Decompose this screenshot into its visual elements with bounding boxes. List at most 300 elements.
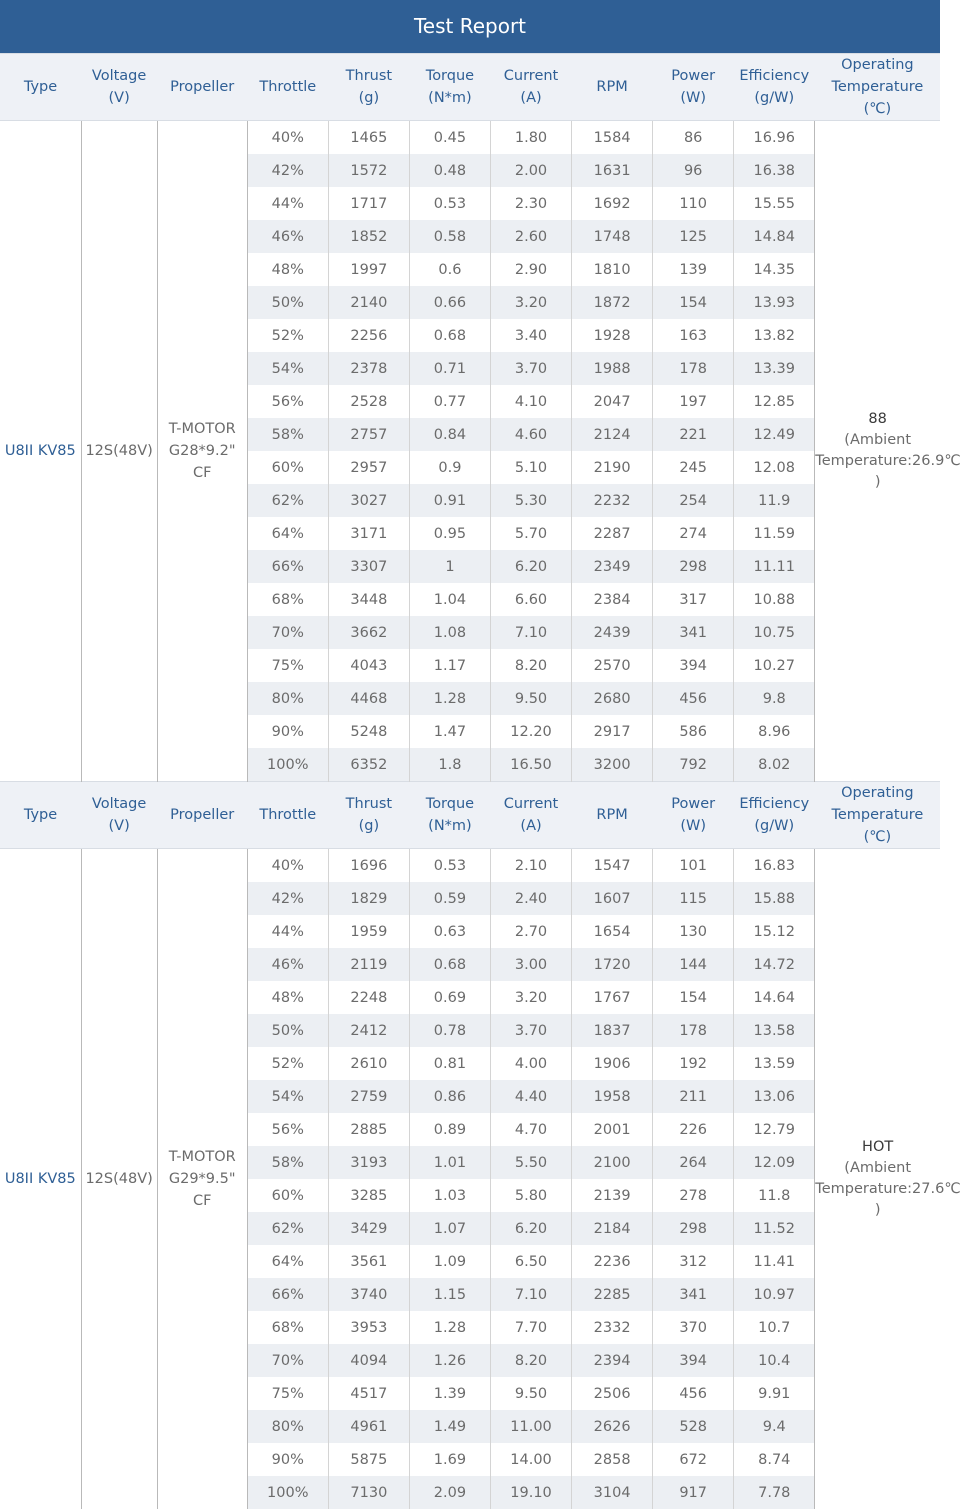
cell-power: 341: [653, 616, 734, 649]
cell-power: 110: [653, 187, 734, 220]
header-voltage-line: Voltage: [81, 65, 157, 87]
cell-rpm: 2858: [572, 1443, 653, 1476]
cell-rpm: 1748: [572, 220, 653, 253]
cell-current: 2.00: [490, 154, 571, 187]
cell-thrust: 2412: [328, 1014, 409, 1047]
cell-torque: 1.08: [409, 616, 490, 649]
header-thrust: [328, 54, 409, 121]
cell-rpm: 2047: [572, 385, 653, 418]
cell-power: 298: [653, 550, 734, 583]
cell-efficiency: 10.4: [734, 1344, 815, 1377]
cell-torque: 0.63: [409, 915, 490, 948]
table-header-row: [0, 782, 940, 849]
cell-efficiency: 12.79: [734, 1113, 815, 1146]
cell-thrust: 2528: [328, 385, 409, 418]
header-current: [490, 782, 571, 849]
header-current-line: Current: [490, 65, 571, 87]
header-voltage: [81, 782, 157, 849]
cell-thrust: 4094: [328, 1344, 409, 1377]
cell-thrust: 1997: [328, 253, 409, 286]
cell-power: 96: [653, 154, 734, 187]
voltage-cell: 12S(48V): [81, 121, 157, 782]
cell-power: 101: [653, 849, 734, 883]
header-throttle: [247, 782, 328, 849]
cell-power: 528: [653, 1410, 734, 1443]
cell-efficiency: 12.49: [734, 418, 815, 451]
cell-torque: 1.69: [409, 1443, 490, 1476]
cell-throttle: 58%: [247, 1146, 328, 1179]
cell-throttle: 42%: [247, 882, 328, 915]
header-efficiency-line: (g/W): [734, 87, 815, 109]
cell-power: 254: [653, 484, 734, 517]
header-power-line: (W): [653, 87, 734, 109]
cell-current: 11.00: [490, 1410, 571, 1443]
cell-throttle: 48%: [247, 253, 328, 286]
cell-throttle: 75%: [247, 1377, 328, 1410]
motor-type-cell: U8II KV85: [0, 121, 81, 782]
cell-thrust: 3740: [328, 1278, 409, 1311]
cell-rpm: 2626: [572, 1410, 653, 1443]
cell-throttle: 100%: [247, 1476, 328, 1509]
cell-torque: 0.84: [409, 418, 490, 451]
cell-power: 264: [653, 1146, 734, 1179]
report-title: Test Report: [0, 0, 940, 53]
ambient-temperature-note: (Ambient: [815, 430, 940, 451]
cell-rpm: 1692: [572, 187, 653, 220]
cell-thrust: 3027: [328, 484, 409, 517]
cell-efficiency: 9.91: [734, 1377, 815, 1410]
header-propeller-line: Propeller: [157, 804, 247, 826]
cell-throttle: 60%: [247, 451, 328, 484]
cell-efficiency: 8.96: [734, 715, 815, 748]
cell-rpm: 2349: [572, 550, 653, 583]
cell-efficiency: 12.09: [734, 1146, 815, 1179]
cell-throttle: 100%: [247, 748, 328, 782]
cell-torque: 2.09: [409, 1476, 490, 1509]
cell-torque: 0.58: [409, 220, 490, 253]
ambient-temperature-note: ): [815, 1200, 940, 1221]
header-propeller-line: Propeller: [157, 76, 247, 98]
cell-rpm: 1767: [572, 981, 653, 1014]
cell-torque: 0.53: [409, 849, 490, 883]
cell-efficiency: 16.38: [734, 154, 815, 187]
cell-torque: 0.95: [409, 517, 490, 550]
cell-rpm: 1720: [572, 948, 653, 981]
cell-efficiency: 11.8: [734, 1179, 815, 1212]
cell-throttle: 62%: [247, 1212, 328, 1245]
operating-temperature-cell: [815, 849, 940, 1509]
header-thrust-line: Thrust: [328, 65, 409, 87]
cell-power: 456: [653, 1377, 734, 1410]
cell-rpm: 2100: [572, 1146, 653, 1179]
cell-throttle: 90%: [247, 715, 328, 748]
header-voltage-line: (V): [81, 815, 157, 837]
cell-torque: 0.89: [409, 1113, 490, 1146]
cell-current: 2.30: [490, 187, 571, 220]
cell-thrust: 1852: [328, 220, 409, 253]
cell-torque: 1.17: [409, 649, 490, 682]
header-power: [653, 782, 734, 849]
cell-power: 792: [653, 748, 734, 782]
cell-thrust: 1829: [328, 882, 409, 915]
cell-torque: 0.81: [409, 1047, 490, 1080]
cell-power: 917: [653, 1476, 734, 1509]
cell-torque: 0.59: [409, 882, 490, 915]
cell-current: 19.10: [490, 1476, 571, 1509]
cell-power: 178: [653, 1014, 734, 1047]
cell-thrust: 2378: [328, 352, 409, 385]
cell-rpm: 1872: [572, 286, 653, 319]
cell-thrust: 3448: [328, 583, 409, 616]
cell-throttle: 50%: [247, 1014, 328, 1047]
cell-rpm: 2236: [572, 1245, 653, 1278]
cell-throttle: 66%: [247, 1278, 328, 1311]
cell-rpm: 1654: [572, 915, 653, 948]
cell-rpm: 1584: [572, 121, 653, 155]
cell-efficiency: 15.12: [734, 915, 815, 948]
cell-thrust: 2757: [328, 418, 409, 451]
cell-thrust: 3307: [328, 550, 409, 583]
cell-efficiency: 9.4: [734, 1410, 815, 1443]
cell-rpm: 1607: [572, 882, 653, 915]
cell-power: 115: [653, 882, 734, 915]
propeller-line: G29*9.5" CF: [158, 1168, 247, 1212]
cell-efficiency: 14.84: [734, 220, 815, 253]
cell-rpm: 2139: [572, 1179, 653, 1212]
cell-thrust: 1465: [328, 121, 409, 155]
cell-current: 5.30: [490, 484, 571, 517]
cell-thrust: 2119: [328, 948, 409, 981]
cell-torque: 0.48: [409, 154, 490, 187]
cell-current: 16.50: [490, 748, 571, 782]
cell-power: 672: [653, 1443, 734, 1476]
cell-current: 6.50: [490, 1245, 571, 1278]
cell-thrust: 2256: [328, 319, 409, 352]
cell-efficiency: 13.06: [734, 1080, 815, 1113]
cell-efficiency: 8.02: [734, 748, 815, 782]
cell-current: 6.20: [490, 550, 571, 583]
cell-thrust: 2885: [328, 1113, 409, 1146]
header-power-line: (W): [653, 815, 734, 837]
temperature-value: 88: [815, 409, 940, 430]
cell-efficiency: 12.08: [734, 451, 815, 484]
cell-throttle: 40%: [247, 849, 328, 883]
header-voltage-line: (V): [81, 87, 157, 109]
cell-thrust: 5875: [328, 1443, 409, 1476]
header-operating-temperature: [815, 54, 940, 121]
cell-power: 456: [653, 682, 734, 715]
cell-current: 5.10: [490, 451, 571, 484]
cell-throttle: 60%: [247, 1179, 328, 1212]
cell-efficiency: 10.27: [734, 649, 815, 682]
cell-torque: 0.69: [409, 981, 490, 1014]
cell-current: 2.90: [490, 253, 571, 286]
header-efficiency: [734, 54, 815, 121]
header-throttle-line: Throttle: [247, 76, 328, 98]
header-current-line: (A): [490, 815, 571, 837]
cell-efficiency: 13.58: [734, 1014, 815, 1047]
propeller-cell: [157, 849, 247, 1509]
header-thrust-line: (g): [328, 87, 409, 109]
header-rpm: [572, 782, 653, 849]
header-type: [0, 782, 81, 849]
cell-efficiency: 15.88: [734, 882, 815, 915]
cell-power: 370: [653, 1311, 734, 1344]
cell-torque: 1.15: [409, 1278, 490, 1311]
cell-torque: 1.03: [409, 1179, 490, 1212]
cell-power: 139: [653, 253, 734, 286]
header-power-line: Power: [653, 793, 734, 815]
cell-efficiency: 14.64: [734, 981, 815, 1014]
cell-throttle: 50%: [247, 286, 328, 319]
cell-torque: 0.68: [409, 948, 490, 981]
cell-efficiency: 11.11: [734, 550, 815, 583]
cell-current: 3.20: [490, 286, 571, 319]
cell-torque: 0.68: [409, 319, 490, 352]
cell-power: 586: [653, 715, 734, 748]
cell-torque: 0.53: [409, 187, 490, 220]
cell-thrust: 2140: [328, 286, 409, 319]
cell-torque: 1.28: [409, 682, 490, 715]
header-efficiency-line: Efficiency: [734, 65, 815, 87]
cell-efficiency: 10.97: [734, 1278, 815, 1311]
cell-thrust: 3662: [328, 616, 409, 649]
cell-efficiency: 9.8: [734, 682, 815, 715]
cell-current: 3.70: [490, 1014, 571, 1047]
test-report-table: [0, 53, 940, 1509]
header-rpm: [572, 54, 653, 121]
cell-throttle: 66%: [247, 550, 328, 583]
cell-current: 2.70: [490, 915, 571, 948]
header-operating-temperature-line: Operating: [815, 782, 940, 804]
cell-efficiency: 16.83: [734, 849, 815, 883]
cell-torque: 1.8: [409, 748, 490, 782]
cell-thrust: 1696: [328, 849, 409, 883]
cell-current: 3.20: [490, 981, 571, 1014]
cell-rpm: 2287: [572, 517, 653, 550]
ambient-temperature-note: Temperature:27.6℃: [815, 1179, 940, 1200]
cell-current: 2.60: [490, 220, 571, 253]
cell-throttle: 54%: [247, 1080, 328, 1113]
cell-current: 3.70: [490, 352, 571, 385]
cell-throttle: 80%: [247, 1410, 328, 1443]
cell-current: 14.00: [490, 1443, 571, 1476]
cell-throttle: 46%: [247, 220, 328, 253]
cell-efficiency: 11.9: [734, 484, 815, 517]
cell-efficiency: 14.35: [734, 253, 815, 286]
cell-current: 5.80: [490, 1179, 571, 1212]
cell-throttle: 64%: [247, 517, 328, 550]
cell-throttle: 80%: [247, 682, 328, 715]
header-torque: [409, 782, 490, 849]
header-operating-temperature: [815, 782, 940, 849]
cell-power: 125: [653, 220, 734, 253]
header-voltage: [81, 54, 157, 121]
cell-power: 192: [653, 1047, 734, 1080]
cell-current: 8.20: [490, 649, 571, 682]
header-operating-temperature-line: (℃): [815, 826, 940, 848]
header-type-line: Type: [0, 804, 81, 826]
cell-power: 341: [653, 1278, 734, 1311]
cell-rpm: 2394: [572, 1344, 653, 1377]
cell-rpm: 2124: [572, 418, 653, 451]
cell-efficiency: 8.74: [734, 1443, 815, 1476]
cell-thrust: 7130: [328, 1476, 409, 1509]
cell-torque: 0.66: [409, 286, 490, 319]
cell-thrust: 1959: [328, 915, 409, 948]
cell-throttle: 64%: [247, 1245, 328, 1278]
cell-torque: 1.49: [409, 1410, 490, 1443]
header-power: [653, 54, 734, 121]
cell-power: 197: [653, 385, 734, 418]
cell-rpm: 3104: [572, 1476, 653, 1509]
cell-power: 394: [653, 1344, 734, 1377]
cell-torque: 0.71: [409, 352, 490, 385]
cell-efficiency: 7.78: [734, 1476, 815, 1509]
header-efficiency: [734, 782, 815, 849]
cell-current: 6.20: [490, 1212, 571, 1245]
header-current-line: Current: [490, 793, 571, 815]
cell-efficiency: 14.72: [734, 948, 815, 981]
header-torque-line: Torque: [409, 793, 490, 815]
cell-thrust: 4961: [328, 1410, 409, 1443]
cell-current: 2.40: [490, 882, 571, 915]
cell-rpm: 1837: [572, 1014, 653, 1047]
cell-torque: 0.86: [409, 1080, 490, 1113]
cell-rpm: 1631: [572, 154, 653, 187]
cell-throttle: 44%: [247, 187, 328, 220]
header-torque-line: (N*m): [409, 87, 490, 109]
cell-current: 4.40: [490, 1080, 571, 1113]
cell-torque: 1.04: [409, 583, 490, 616]
header-rpm-line: RPM: [572, 804, 653, 826]
cell-current: 4.60: [490, 418, 571, 451]
cell-efficiency: 13.39: [734, 352, 815, 385]
table-row: [0, 849, 940, 883]
cell-power: 298: [653, 1212, 734, 1245]
cell-torque: 0.9: [409, 451, 490, 484]
header-efficiency-line: (g/W): [734, 815, 815, 837]
cell-power: 130: [653, 915, 734, 948]
header-rpm-line: RPM: [572, 76, 653, 98]
motor-type-cell: U8II KV85: [0, 849, 81, 1509]
header-throttle-line: Throttle: [247, 804, 328, 826]
cell-throttle: 56%: [247, 385, 328, 418]
header-thrust-line: (g): [328, 815, 409, 837]
cell-torque: 1.07: [409, 1212, 490, 1245]
cell-throttle: 52%: [247, 1047, 328, 1080]
voltage-cell: 12S(48V): [81, 849, 157, 1509]
header-torque-line: Torque: [409, 65, 490, 87]
cell-efficiency: 11.59: [734, 517, 815, 550]
cell-torque: 0.45: [409, 121, 490, 155]
cell-power: 312: [653, 1245, 734, 1278]
header-propeller: [157, 782, 247, 849]
header-thrust: [328, 782, 409, 849]
header-torque-line: (N*m): [409, 815, 490, 837]
cell-thrust: 3193: [328, 1146, 409, 1179]
cell-thrust: 3953: [328, 1311, 409, 1344]
cell-throttle: 52%: [247, 319, 328, 352]
cell-throttle: 58%: [247, 418, 328, 451]
header-operating-temperature-line: (℃): [815, 98, 940, 120]
cell-rpm: 2384: [572, 583, 653, 616]
header-torque: [409, 54, 490, 121]
header-voltage-line: Voltage: [81, 793, 157, 815]
cell-thrust: 2957: [328, 451, 409, 484]
header-operating-temperature-line: Operating: [815, 54, 940, 76]
header-operating-temperature-line: Temperature: [815, 804, 940, 826]
cell-current: 9.50: [490, 1377, 571, 1410]
cell-thrust: 2610: [328, 1047, 409, 1080]
header-type-line: Type: [0, 76, 81, 98]
cell-power: 394: [653, 649, 734, 682]
cell-thrust: 4043: [328, 649, 409, 682]
table-header-row: [0, 54, 940, 121]
cell-current: 7.10: [490, 616, 571, 649]
ambient-temperature-note: ): [815, 472, 940, 493]
cell-throttle: 75%: [247, 649, 328, 682]
cell-power: 211: [653, 1080, 734, 1113]
cell-thrust: 5248: [328, 715, 409, 748]
operating-temperature-cell: [815, 121, 940, 782]
cell-current: 6.60: [490, 583, 571, 616]
cell-current: 3.00: [490, 948, 571, 981]
cell-throttle: 70%: [247, 616, 328, 649]
cell-rpm: 1958: [572, 1080, 653, 1113]
cell-rpm: 2680: [572, 682, 653, 715]
cell-rpm: 1988: [572, 352, 653, 385]
cell-current: 4.10: [490, 385, 571, 418]
cell-thrust: 6352: [328, 748, 409, 782]
cell-power: 154: [653, 286, 734, 319]
cell-throttle: 44%: [247, 915, 328, 948]
cell-efficiency: 11.52: [734, 1212, 815, 1245]
cell-thrust: 3171: [328, 517, 409, 550]
header-throttle: [247, 54, 328, 121]
propeller-cell: [157, 121, 247, 782]
cell-rpm: 3200: [572, 748, 653, 782]
cell-throttle: 40%: [247, 121, 328, 155]
header-propeller: [157, 54, 247, 121]
cell-rpm: 1810: [572, 253, 653, 286]
cell-throttle: 68%: [247, 583, 328, 616]
cell-torque: 1.01: [409, 1146, 490, 1179]
propeller-line: T-MOTOR: [158, 1146, 247, 1168]
cell-rpm: 1928: [572, 319, 653, 352]
cell-power: 163: [653, 319, 734, 352]
cell-rpm: 2332: [572, 1311, 653, 1344]
cell-efficiency: 10.75: [734, 616, 815, 649]
cell-power: 317: [653, 583, 734, 616]
cell-torque: 0.6: [409, 253, 490, 286]
cell-rpm: 2917: [572, 715, 653, 748]
cell-rpm: 1906: [572, 1047, 653, 1080]
cell-current: 2.10: [490, 849, 571, 883]
cell-thrust: 2759: [328, 1080, 409, 1113]
cell-power: 154: [653, 981, 734, 1014]
cell-rpm: 2506: [572, 1377, 653, 1410]
cell-throttle: 42%: [247, 154, 328, 187]
cell-torque: 0.77: [409, 385, 490, 418]
cell-efficiency: 13.82: [734, 319, 815, 352]
cell-throttle: 48%: [247, 981, 328, 1014]
cell-rpm: 2184: [572, 1212, 653, 1245]
cell-torque: 0.78: [409, 1014, 490, 1047]
cell-efficiency: 10.7: [734, 1311, 815, 1344]
cell-efficiency: 10.88: [734, 583, 815, 616]
cell-throttle: 68%: [247, 1311, 328, 1344]
